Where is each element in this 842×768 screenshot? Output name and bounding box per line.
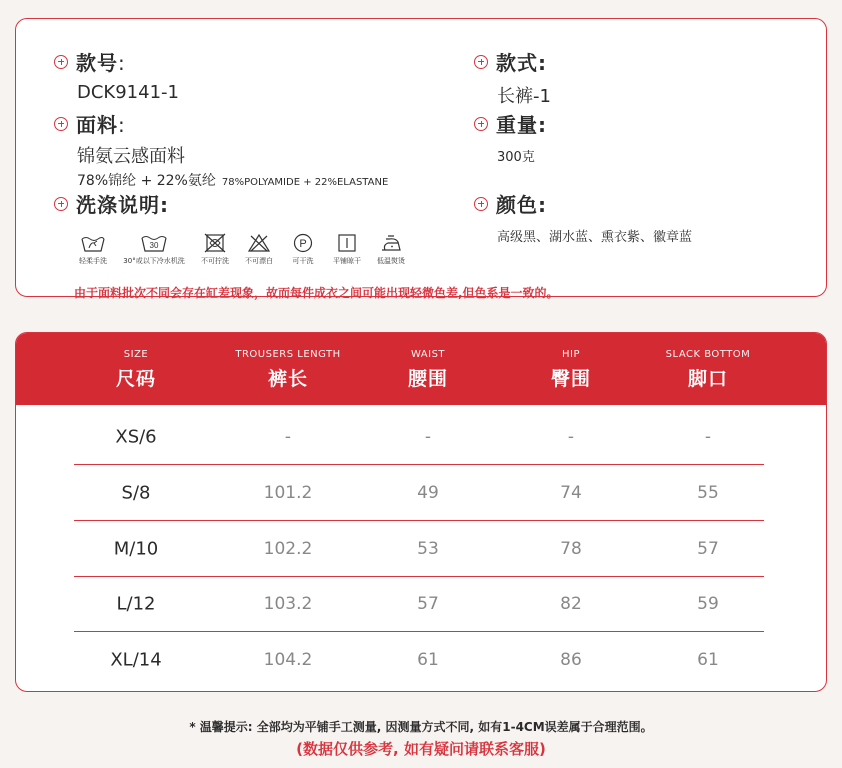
style-field — [474, 47, 551, 108]
cell-slack-bottom: 59 — [697, 594, 719, 614]
table-row — [74, 466, 764, 521]
table-row — [74, 632, 764, 687]
plus-circle-icon — [54, 117, 68, 131]
no-bleach-icon — [245, 232, 273, 254]
weight-label: 重量 — [496, 113, 538, 137]
care-item: P 可干洗 — [284, 232, 322, 266]
table-row — [74, 577, 764, 632]
reference-note: (数据仅供参考, 如有疑问请联系客服) — [296, 740, 546, 758]
fabric-composition-cn: 78%锦纶 + 22%氨纶 — [77, 173, 216, 189]
fabric-colon: : — [118, 113, 126, 137]
header-trousers-length: TROUSERS LENGTH 裤长 — [235, 349, 341, 390]
style-label: 款式 — [496, 51, 538, 75]
header-hip: HIP 臀围 — [550, 349, 591, 390]
cell-size: L/12 — [116, 593, 156, 615]
style-no-value: DCK9141-1 — [77, 82, 179, 103]
cell-waist: 53 — [417, 539, 439, 559]
care-item: 轻柔手洗 — [74, 232, 112, 266]
style-colon: : — [538, 51, 547, 75]
product-info-card — [15, 18, 827, 300]
header-size: SIZE 尺码 — [115, 349, 156, 390]
care-item: 低温熨烫 — [372, 232, 410, 266]
size-table-card — [15, 332, 827, 692]
cell-slack-bottom: 57 — [697, 539, 719, 559]
fabric-label: 面料 — [76, 113, 118, 137]
cell-waist: - — [424, 427, 432, 447]
plus-circle-icon — [474, 117, 488, 131]
low-iron-icon — [377, 232, 405, 254]
color-value: 高级黑、湖水蓝、熏衣紫、徽章蓝 — [497, 230, 693, 245]
cell-trousers-length: 103.2 — [263, 594, 313, 614]
cell-slack-bottom: 55 — [697, 483, 719, 503]
cell-waist: 61 — [417, 649, 439, 670]
weight-colon: : — [538, 113, 547, 137]
cell-trousers-length: 102.2 — [263, 539, 313, 559]
cell-waist: 57 — [417, 594, 439, 614]
cell-trousers-length: 101.2 — [263, 483, 313, 503]
cell-hip: - — [567, 427, 575, 447]
color-difference-notice: 由于面料批次不同会存在缸差现象，故而每件成衣之间可能出现轻微色差,但色系是一致的。 — [74, 286, 559, 300]
dry-clean-p-icon — [289, 232, 317, 254]
wash-30-icon — [140, 232, 168, 254]
cell-waist: 49 — [417, 483, 439, 503]
cell-trousers-length: - — [284, 427, 292, 447]
cell-size: XL/14 — [110, 649, 162, 670]
style-no-label: 款号 — [76, 51, 118, 75]
washing-label: 洗涤说明 — [76, 193, 160, 217]
table-row — [74, 410, 764, 465]
weight-value: 300克 — [497, 150, 535, 165]
color-colon: : — [538, 193, 547, 217]
svg-text:30: 30 — [149, 241, 159, 250]
svg-text:P: P — [299, 238, 307, 250]
header-slack-bottom: SLACK BOTTOM 脚口 — [665, 349, 751, 390]
no-dry-clean-icon — [201, 232, 229, 254]
cell-size: S/8 — [121, 482, 151, 504]
plus-circle-icon — [474, 197, 488, 211]
table-row — [74, 522, 764, 577]
care-icons-row — [74, 232, 410, 266]
cell-size: M/10 — [113, 538, 159, 560]
plus-circle-icon — [474, 55, 488, 69]
color-label: 颜色 — [496, 193, 538, 217]
care-item: 平铺晾干 — [328, 232, 366, 266]
style-value: 长裤-1 — [497, 86, 551, 107]
cell-slack-bottom: 61 — [697, 649, 719, 670]
style-no-colon: : — [118, 51, 126, 75]
plus-circle-icon — [54, 55, 68, 69]
flat-dry-icon — [333, 232, 361, 254]
weight-field — [474, 109, 547, 165]
cell-hip: 78 — [560, 539, 582, 559]
fabric-value: 锦氨云感面料 — [77, 146, 185, 167]
color-field — [474, 189, 692, 245]
cell-slack-bottom: - — [704, 427, 712, 447]
cell-hip: 74 — [560, 483, 582, 503]
cell-trousers-length: 104.2 — [263, 649, 313, 670]
fabric-field — [54, 109, 388, 190]
care-item: 30 30°或以下冷水机洗 — [118, 232, 190, 266]
hand-wash-icon — [79, 232, 107, 254]
fabric-composition-en: 78%POLYAMIDE + 22%ELASTANE — [221, 177, 389, 188]
measurement-tip: * 温馨提示: 全部均为平铺手工测量, 因测量方式不同, 如有1-4CM误差属于合理范围。 — [189, 720, 653, 734]
style-no-field — [54, 47, 179, 103]
care-item: 不可漂白 — [240, 232, 278, 266]
care-item: 不可拧洗 — [196, 232, 234, 266]
washing-colon: : — [160, 193, 169, 217]
plus-circle-icon — [54, 197, 68, 211]
cell-hip: 86 — [560, 649, 582, 670]
cell-size: XS/6 — [115, 426, 157, 448]
cell-hip: 82 — [560, 594, 582, 614]
washing-field — [54, 189, 169, 218]
table-header — [16, 333, 826, 405]
header-waist: WAIST 腰围 — [407, 349, 448, 390]
